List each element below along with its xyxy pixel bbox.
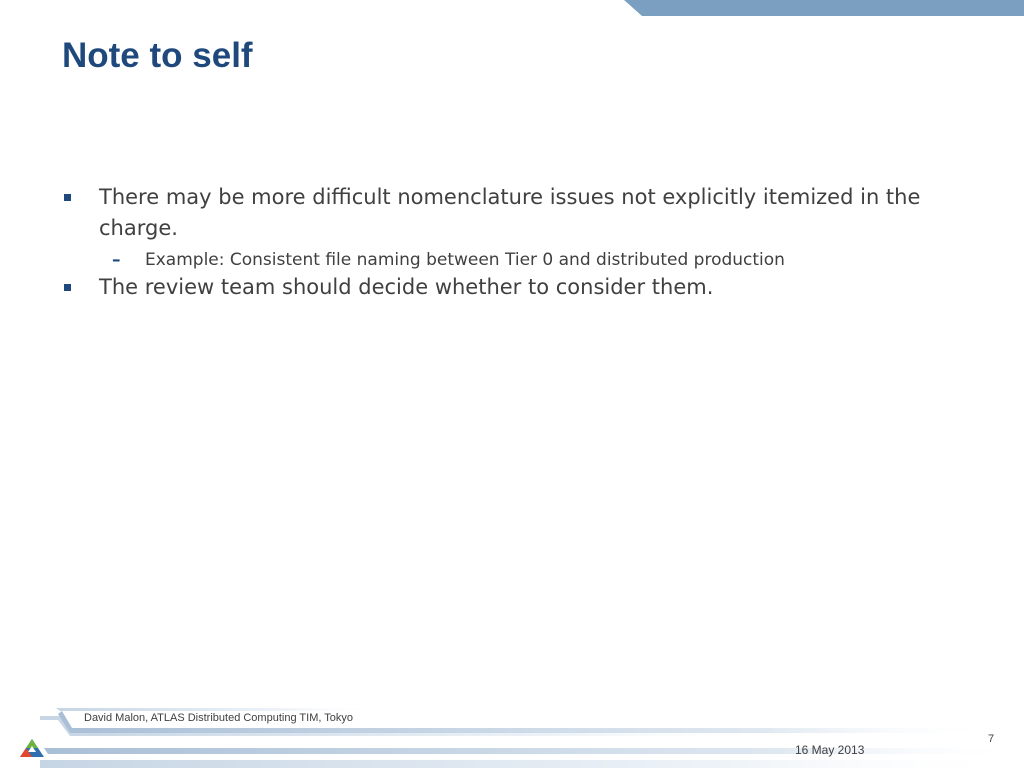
footer-date: 16 May 2013 bbox=[795, 743, 865, 757]
page-number: 7 bbox=[988, 733, 995, 745]
footer-author: David Malon, ATLAS Distributed Computing TIM, Tokyo bbox=[84, 712, 354, 724]
slide-title: Note to self bbox=[62, 36, 253, 75]
square-bullet-icon bbox=[64, 284, 71, 291]
bullet-item bbox=[62, 272, 942, 303]
bullet-text: There may be more difficult nomenclature issues not explicitly itemized in the charge. bbox=[99, 185, 921, 240]
tri-color-triangle-logo-icon bbox=[19, 738, 45, 758]
sub-bullet-item bbox=[62, 248, 942, 272]
dash-bullet-icon: – bbox=[112, 250, 121, 270]
top-accent-band bbox=[624, 0, 1024, 16]
sub-bullet-text: Example: Consistent file naming between Tier 0 and distributed production bbox=[145, 250, 785, 270]
bullet-list bbox=[62, 182, 942, 303]
bullet-text: The review team should decide whether to consider them. bbox=[99, 275, 714, 299]
square-bullet-icon bbox=[64, 194, 71, 201]
bullet-item bbox=[62, 182, 942, 244]
